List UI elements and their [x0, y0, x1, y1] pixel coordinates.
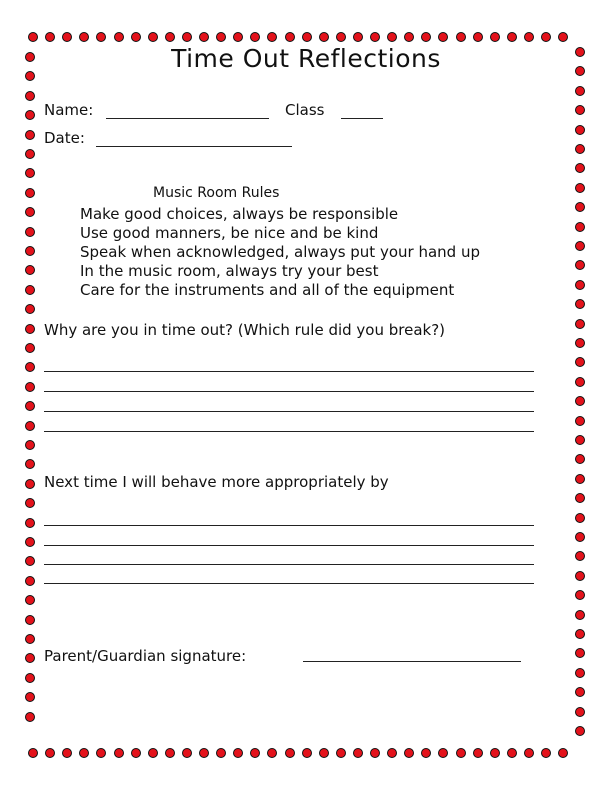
border-dot [165, 32, 175, 42]
border-dot [25, 246, 35, 256]
border-dot [575, 105, 585, 115]
border-dot [404, 748, 414, 758]
border-dot [319, 32, 329, 42]
border-dot [575, 707, 585, 717]
border-dot [524, 32, 534, 42]
border-dot [199, 748, 209, 758]
border-dot [285, 748, 295, 758]
border-dot [575, 241, 585, 251]
border-dot [25, 362, 35, 372]
border-dot [25, 91, 35, 101]
border-dot [148, 32, 158, 42]
border-dot [336, 32, 346, 42]
border-dot [507, 32, 517, 42]
border-dot [25, 285, 35, 295]
border-dot [575, 435, 585, 445]
page-title: Time Out Reflections [171, 44, 441, 73]
border-dot [131, 748, 141, 758]
border-dot [336, 748, 346, 758]
border-dot [182, 32, 192, 42]
border-dot [575, 299, 585, 309]
border-dot [25, 459, 35, 469]
border-dot [25, 149, 35, 159]
border-dot [387, 748, 397, 758]
border-dot [25, 537, 35, 547]
border-dot [387, 32, 397, 42]
border-dot [575, 86, 585, 96]
border-dot [575, 493, 585, 503]
border-dot [575, 571, 585, 581]
border-dot [25, 343, 35, 353]
date-label: Date: [44, 129, 85, 147]
class-label: Class [285, 101, 325, 119]
border-dot [575, 319, 585, 329]
border-dot [25, 188, 35, 198]
border-dot [319, 748, 329, 758]
signature-field[interactable] [303, 661, 521, 662]
border-dot [575, 590, 585, 600]
border-dot [575, 202, 585, 212]
border-dot [216, 32, 226, 42]
rules-heading: Music Room Rules [153, 185, 280, 201]
border-dot [575, 125, 585, 135]
border-dot [25, 634, 35, 644]
answer-line-2[interactable] [44, 391, 534, 392]
border-dot [490, 32, 500, 42]
border-dot [233, 32, 243, 42]
border-dot [541, 32, 551, 42]
border-dot [575, 668, 585, 678]
border-dot [438, 32, 448, 42]
border-dot [25, 653, 35, 663]
border-dot [575, 610, 585, 620]
border-dot [524, 748, 534, 758]
border-dot [456, 748, 466, 758]
border-dot [507, 748, 517, 758]
border-dot [353, 32, 363, 42]
border-dot [114, 32, 124, 42]
border-dot [216, 748, 226, 758]
answer-line-6[interactable] [44, 545, 534, 546]
border-dot [25, 110, 35, 120]
border-dot [131, 32, 141, 42]
border-dot [25, 382, 35, 392]
border-dot [25, 479, 35, 489]
border-dot [25, 304, 35, 314]
border-dot [370, 32, 380, 42]
border-dot [558, 748, 568, 758]
border-dot [575, 357, 585, 367]
border-dot [28, 32, 38, 42]
answer-line-4[interactable] [44, 431, 534, 432]
border-dot [25, 673, 35, 683]
border-dot [558, 32, 568, 42]
border-dot [575, 377, 585, 387]
border-dot [404, 32, 414, 42]
border-dot [302, 748, 312, 758]
border-dot [575, 338, 585, 348]
question-behave-next-time: Next time I will behave more appropriately by [44, 473, 389, 491]
border-dot [575, 183, 585, 193]
answer-line-3[interactable] [44, 411, 534, 412]
border-dot [148, 748, 158, 758]
border-dot [25, 556, 35, 566]
border-dot [79, 32, 89, 42]
answer-line-8[interactable] [44, 583, 534, 584]
border-dot [25, 401, 35, 411]
border-dot [62, 32, 72, 42]
border-dot [421, 748, 431, 758]
border-dot [45, 32, 55, 42]
border-dot [25, 227, 35, 237]
border-dot [25, 712, 35, 722]
border-dot [490, 748, 500, 758]
border-dot [541, 748, 551, 758]
border-dot [233, 748, 243, 758]
border-dot [114, 748, 124, 758]
border-dot [28, 748, 38, 758]
border-dot [421, 32, 431, 42]
border-dot [302, 32, 312, 42]
border-dot [25, 207, 35, 217]
border-dot [79, 748, 89, 758]
border-dot [473, 32, 483, 42]
border-dot [96, 748, 106, 758]
rule-item: Use good manners, be nice and be kind [80, 224, 379, 242]
border-dot [575, 513, 585, 523]
border-dot [25, 440, 35, 450]
border-dot [473, 748, 483, 758]
border-dot [575, 629, 585, 639]
border-dot [165, 748, 175, 758]
border-dot [575, 416, 585, 426]
date-field[interactable] [96, 146, 292, 147]
border-dot [575, 260, 585, 270]
border-dot [575, 280, 585, 290]
border-dot [25, 518, 35, 528]
border-dot [456, 32, 466, 42]
border-dot [25, 265, 35, 275]
border-dot [370, 748, 380, 758]
border-dot [25, 576, 35, 586]
border-dot [267, 32, 277, 42]
rule-item: In the music room, always try your best [80, 262, 379, 280]
border-dot [575, 163, 585, 173]
border-dot [575, 532, 585, 542]
answer-line-1[interactable] [44, 371, 534, 372]
border-dot [250, 748, 260, 758]
border-dot [575, 454, 585, 464]
answer-line-7[interactable] [44, 564, 534, 565]
border-dot [25, 324, 35, 334]
class-field[interactable] [341, 118, 383, 119]
question-why-time-out: Why are you in time out? (Which rule did you break?) [44, 321, 446, 339]
border-dot [575, 222, 585, 232]
border-dot [575, 726, 585, 736]
border-dot [182, 748, 192, 758]
border-dot [25, 692, 35, 702]
border-dot [353, 748, 363, 758]
border-dot [45, 748, 55, 758]
border-dot [285, 32, 295, 42]
border-dot [25, 168, 35, 178]
border-dot [96, 32, 106, 42]
border-dot [575, 144, 585, 154]
border-dot [575, 648, 585, 658]
border-dot [575, 551, 585, 561]
border-dot [267, 748, 277, 758]
signature-label: Parent/Guardian signature: [44, 647, 247, 665]
border-dot [250, 32, 260, 42]
border-dot [575, 687, 585, 697]
rule-item: Make good choices, always be responsible [80, 205, 399, 223]
rule-item: Speak when acknowledged, always put your hand up [80, 243, 480, 261]
name-label: Name: [44, 101, 94, 119]
rule-item: Care for the instruments and all of the equipment [80, 281, 455, 299]
border-dot [25, 130, 35, 140]
border-dot [575, 474, 585, 484]
border-dot [199, 32, 209, 42]
answer-line-5[interactable] [44, 525, 534, 526]
border-dot [25, 595, 35, 605]
border-dot [25, 421, 35, 431]
border-dot [438, 748, 448, 758]
border-dot [25, 615, 35, 625]
border-dot [575, 396, 585, 406]
name-field[interactable] [106, 118, 269, 119]
border-dot [25, 498, 35, 508]
border-dot [62, 748, 72, 758]
